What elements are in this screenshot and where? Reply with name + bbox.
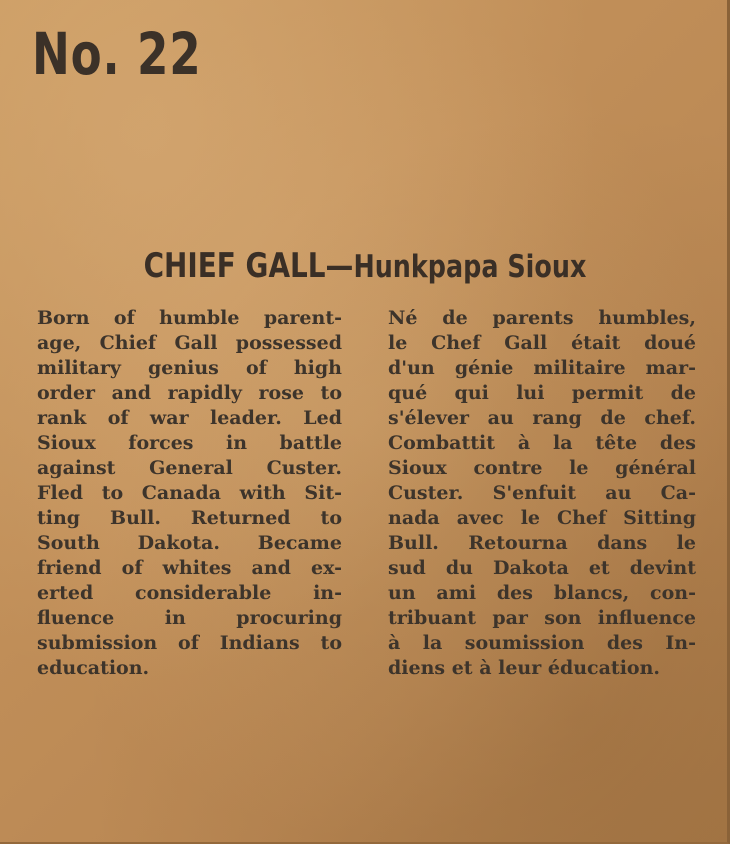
english-line: submission of Indians to: [37, 632, 342, 654]
french-line: Custer. S'enfuit au Ca-: [388, 482, 696, 504]
french-line: Bull. Retourna dans le: [388, 532, 696, 554]
french-line: Né de parents humbles,: [388, 307, 696, 329]
french-line: d'un génie militaire mar-: [388, 357, 696, 379]
english-line: ting Bull. Returned to: [37, 507, 342, 529]
card-title: [0, 246, 730, 287]
english-line: military genius of high: [37, 357, 342, 379]
french-line: sud du Dakota et devint: [388, 557, 696, 579]
english-line: fluence in procuring: [37, 607, 342, 629]
english-line: Born of humble parent-: [37, 307, 342, 329]
card-number: No. 22: [32, 20, 202, 88]
french-line: diens et à leur éducation.: [388, 657, 661, 679]
french-line: à la soumission des In-: [388, 632, 696, 654]
english-line: education.: [37, 657, 150, 679]
french-line: Combattit à la tête des: [388, 432, 696, 454]
english-line: friend of whites and ex-: [37, 557, 342, 579]
title-separator: —: [325, 246, 354, 286]
english-line: rank of war leader. Led: [37, 407, 342, 429]
tribe-name: Hunkpapa Sioux: [353, 249, 587, 285]
english-line: erted considerable in-: [37, 582, 342, 604]
english-line: Sioux forces in battle: [37, 432, 342, 454]
english-line: order and rapidly rose to: [37, 382, 342, 404]
english-line: Fled to Canada with Sit-: [37, 482, 342, 504]
english-description: [37, 306, 342, 681]
french-line: qué qui lui permit de: [388, 382, 696, 404]
english-line: age, Chief Gall possessed: [37, 332, 342, 354]
french-line: s'élever au rang de chef.: [388, 407, 696, 429]
french-line: nada avec le Chef Sitting: [388, 507, 696, 529]
french-description: [388, 306, 696, 681]
card-title-text: [144, 246, 587, 287]
english-line: against General Custer.: [37, 457, 342, 479]
french-line: tribuant par son influence: [388, 607, 696, 629]
french-line: Sioux contre le général: [388, 457, 696, 479]
english-line: South Dakota. Became: [37, 532, 342, 554]
chief-name: CHIEF GALL: [143, 246, 326, 286]
french-line: un ami des blancs, con-: [388, 582, 696, 604]
french-line: le Chef Gall était doué: [388, 332, 696, 354]
